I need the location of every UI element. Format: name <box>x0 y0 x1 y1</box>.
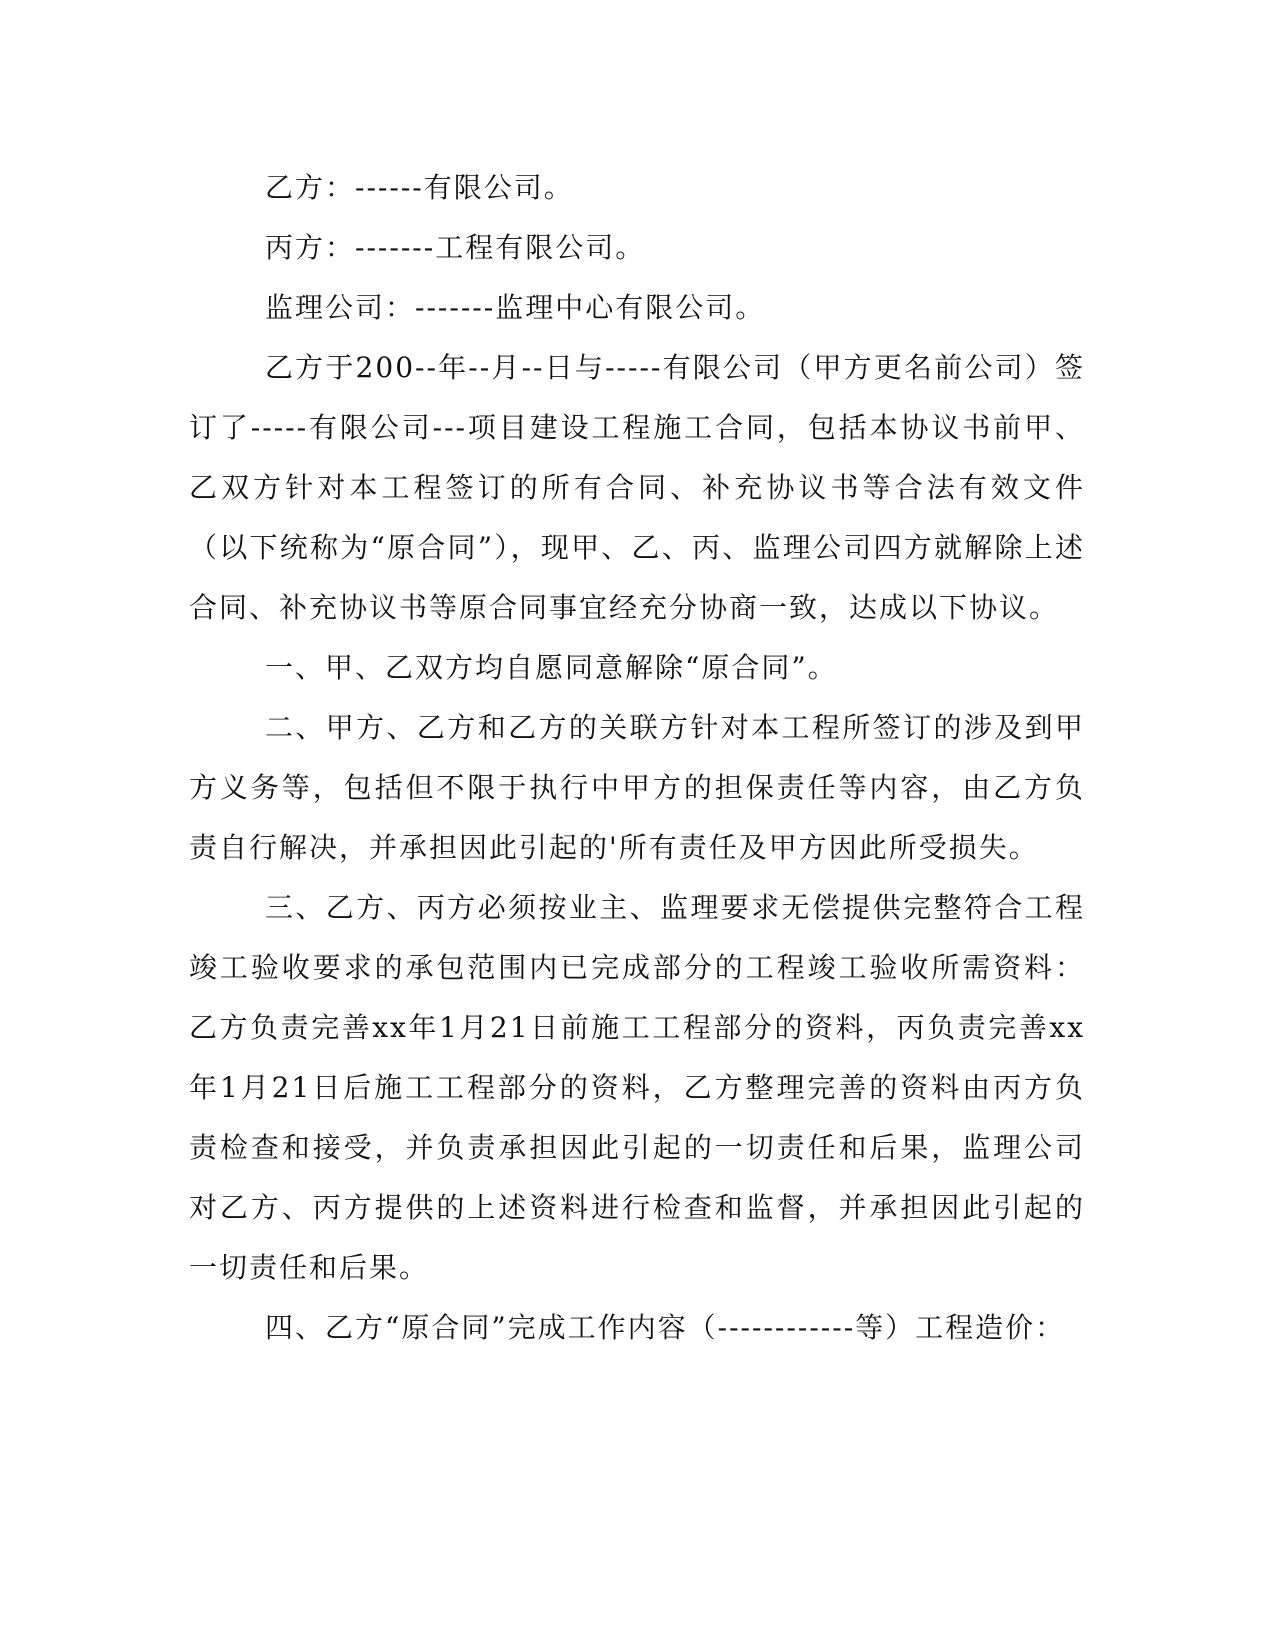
party-c-line: 丙方：-------工程有限公司。 <box>265 231 646 264</box>
clause-2: 二、甲方、乙方和乙方的关联方针对本工程所签订的涉及到甲方义务等，包括但不限于执行中甲方的担保责任等内容，由乙方负责自行解决，并承担因此引起的'所有责任及甲方因此所受损失。 <box>189 711 1085 864</box>
party-b-line: 乙方：------有限公司。 <box>265 171 574 204</box>
supervisor-line: 监理公司：-------监理中心有限公司。 <box>265 291 766 324</box>
clause-1: 一、甲、乙双方均自愿同意解除“原合同”。 <box>265 651 838 684</box>
clause-3: 三、乙方、丙方必须按业主、监理要求无偿提供完整符合工程竣工验收要求的承包范围内已完成部分的工程竣工验收所需资料：乙方负责完善xx年1月21日前施工工程部分的资料，丙负责完善xx年1月21日后施工工程部分的资料，乙方整理完善的资料由丙方负责检查和接受，并负责承担因此引起的一切责任和后果，监理公司对乙方、丙方提供的上述资料进行检查和监督，并承担因此引起的一切责任和后果。 <box>189 891 1085 1284</box>
document-body <box>189 158 1085 1358</box>
clause-4: 四、乙方“原合同”完成工作内容（------------等）工程造价： <box>265 1311 1066 1344</box>
preamble-paragraph: 乙方于200--年--月--日与-----有限公司（甲方更名前公司）签订了-----有限公司---项目建设工程施工合同，包括本协议书前甲、乙双方针对本工程签订的所有合同、补充协议书等合法有效文件（以下统称为“原合同”），现甲、乙、丙、监理公司四方就解除上述合同、补充协议书等原合同事宜经充分协商一致，达成以下协议。 <box>189 351 1085 624</box>
